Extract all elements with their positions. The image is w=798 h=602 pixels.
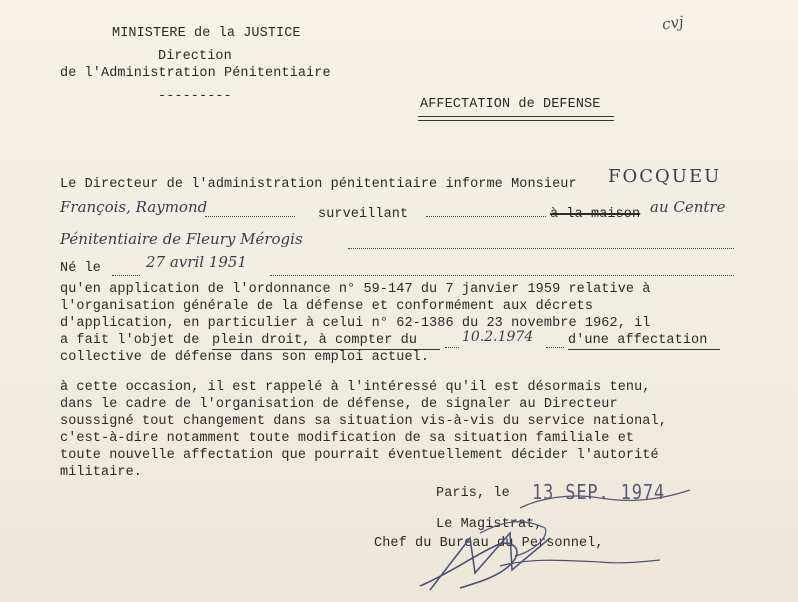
struck-text: à la maison xyxy=(550,207,641,222)
given-names-handwritten: François, Raymond xyxy=(60,198,208,216)
dotted-fill xyxy=(112,275,140,276)
born-label: Né le xyxy=(60,261,102,276)
body-line-5: collective de défense dans son emploi actuel. xyxy=(60,350,430,365)
dotted-fill xyxy=(445,347,459,348)
document-title: AFFECTATION de DEFENSE xyxy=(420,97,601,112)
intro-line-1: Le Directeur de l'administration pénitentiaire informe Monsieur xyxy=(60,177,577,192)
header-separator: --------- xyxy=(158,89,232,104)
dotted-fill xyxy=(348,248,734,249)
notice-line-4: c'est-à-dire notamment toute modification de sa situation familiale et xyxy=(60,431,635,446)
ministry-title: MINISTERE de la JUSTICE xyxy=(112,26,301,41)
notice-line-3: soussigné tout changement dans sa situation vis-à-vis du service national, xyxy=(60,414,667,429)
signatory-line-2: Chef du Bureau du Personnel, xyxy=(374,536,604,551)
surname-handwritten: FOCQUEU xyxy=(608,166,722,187)
dotted-fill xyxy=(546,347,564,348)
administration-title: de l'Administration Pénitentiaire xyxy=(60,66,331,81)
affectation-underline xyxy=(568,349,720,350)
direction-title: Direction xyxy=(158,49,232,64)
corner-mark: cvj xyxy=(660,12,685,34)
signature-icon xyxy=(400,478,720,598)
body-line-1: qu'en application de l'ordonnance n° 59-147 du 7 janvier 1959 relative à xyxy=(60,282,651,297)
notice-line-6: militaire. xyxy=(60,465,143,480)
dotted-fill xyxy=(426,216,546,217)
dotted-fill xyxy=(270,275,734,276)
body-line-3: d'application, en particulier à celui n° 62-1386 du 23 novembre 1962, il xyxy=(60,316,651,331)
effective-date-handwritten: 10.2.1974 xyxy=(462,329,534,345)
body-line-4b: plein droit, à compter du xyxy=(212,333,418,348)
dotted-fill xyxy=(205,216,295,217)
assignment-handwritten: au Centre xyxy=(650,198,726,216)
body-line-4c: d'une affectation xyxy=(568,333,708,348)
signatory-line-1: Le Magistrat, xyxy=(436,517,543,532)
notice-line-5: toute nouvelle affectation que pourrait éventuellement décider l'autorité xyxy=(60,448,659,463)
birth-date-handwritten: 27 avril 1951 xyxy=(146,253,247,271)
date-stamp: 13 SEP. 1974 xyxy=(532,480,666,504)
body-line-2: l'organisation générale de la défense et conformément aux décrets xyxy=(60,299,594,314)
title-underline xyxy=(418,116,614,121)
body-line-4a: a fait l'objet de xyxy=(60,333,200,348)
place-label: Paris, le xyxy=(436,486,510,501)
establishment-handwritten: Pénitentiaire de Fleury Mérogis xyxy=(60,230,303,248)
notice-line-1: à cette occasion, il est rappelé à l'intéressé qu'il est désormais tenu, xyxy=(60,380,651,395)
rank-label: surveillant xyxy=(318,207,409,222)
notice-line-2: dans le cadre de l'organisation de défense, de signaler au Directeur xyxy=(60,397,618,412)
